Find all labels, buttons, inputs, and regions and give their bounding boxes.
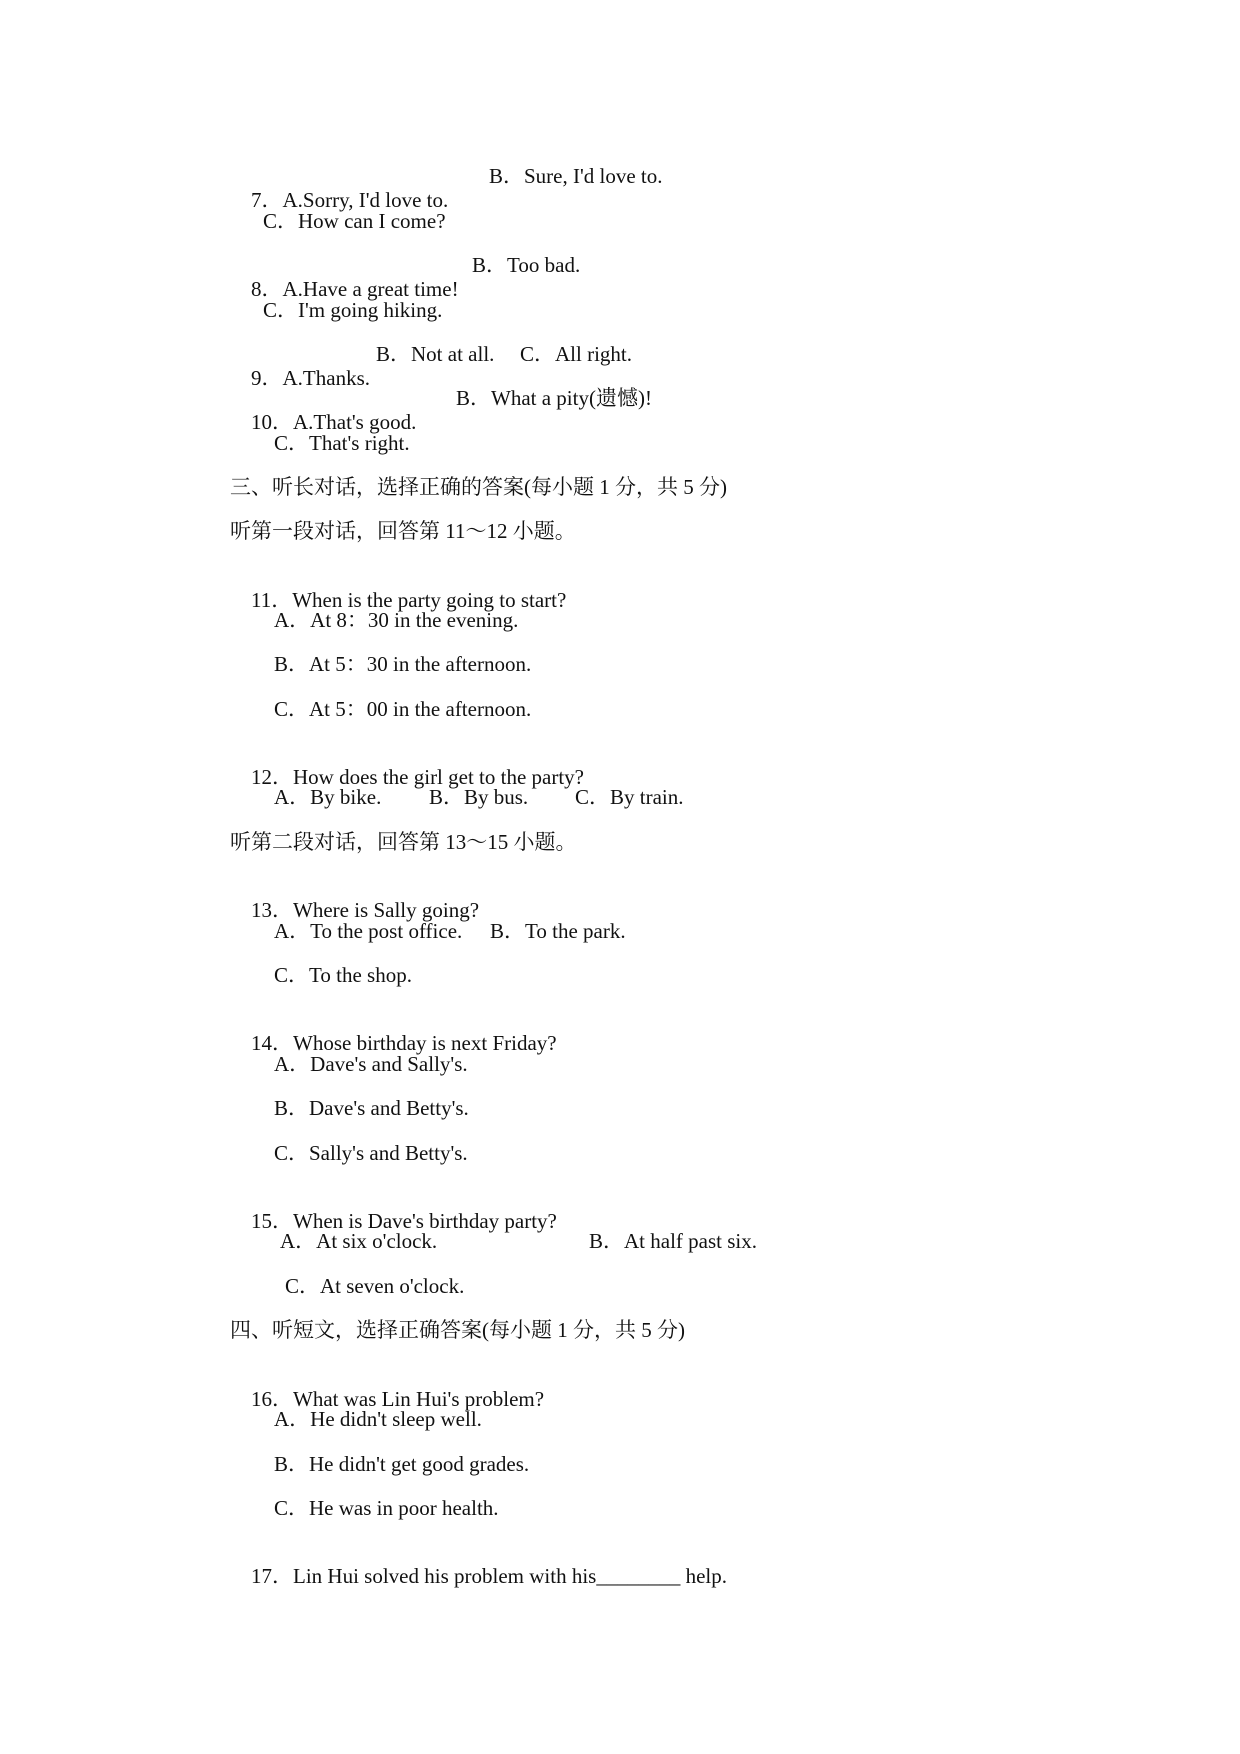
question-number: 9． [251, 366, 283, 390]
question-text: How does the girl get to the party? [293, 765, 585, 789]
question-number: 15． [251, 1209, 293, 1233]
option-a: A.That's good. [293, 410, 417, 434]
option-c: C．At 5：00 in the afternoon. [274, 697, 532, 721]
question-number: 17． [251, 1564, 293, 1588]
option-c: C．At seven o'clock. [285, 1274, 465, 1298]
option-b: B．At half past six. [589, 1229, 757, 1253]
option-a: A.Thanks. [282, 366, 370, 390]
dialogue-instruction: 听第一段对话，回答第 11～12 小题。 [230, 519, 576, 543]
question-number: 11． [251, 588, 293, 612]
question-number: 7． [251, 188, 283, 212]
question-text: What was Lin Hui's problem? [293, 1387, 545, 1411]
option-c: C．By train. [575, 785, 684, 809]
section-heading: 四、听短文，选择正确答案(每小题 1 分，共 5 分) [230, 1318, 685, 1342]
question-number: 14． [251, 1031, 293, 1055]
option-a: A．He didn't sleep well. [274, 1407, 482, 1431]
question-number: 8． [251, 277, 283, 301]
option-a: A．At 8：30 in the evening. [274, 608, 519, 632]
question-number: 16． [251, 1387, 293, 1411]
option-c: C．I'm going hiking. [263, 298, 443, 322]
question-text: Lin Hui solved his problem with his________ help. [293, 1564, 727, 1588]
option-b: B．What a pity(遗憾)! [456, 386, 652, 410]
option-c: C．How can I come? [263, 209, 446, 233]
question-number: 10． [251, 410, 293, 434]
option-c: C．All right. [520, 342, 633, 366]
dialogue-instruction: 听第二段对话，回答第 13～15 小题。 [230, 830, 577, 854]
option-c: C．Sally's and Betty's. [274, 1141, 468, 1165]
option-c: C．To the shop. [274, 963, 412, 987]
option-b: B．Sure, I'd love to. [489, 164, 663, 188]
option-b: B．Dave's and Betty's. [274, 1096, 469, 1120]
question-text: When is Dave's birthday party? [293, 1209, 557, 1233]
option-a: A.Have a great time! [282, 277, 459, 301]
option-a: A．By bike. [274, 785, 382, 809]
option-a: A．At six o'clock. [280, 1229, 438, 1253]
question-text: Where is Sally going? [293, 898, 480, 922]
option-b: B．To the park. [490, 919, 626, 943]
question-text: When is the party going to start? [292, 588, 567, 612]
question-number: 13． [251, 898, 293, 922]
option-a: A．To the post office. [274, 919, 463, 943]
option-b: B．Too bad. [472, 253, 581, 277]
option-a: A．Dave's and Sally's. [274, 1052, 468, 1076]
question-17-row [230, 1540, 727, 1612]
section-heading: 三、听长对话，选择正确的答案(每小题 1 分，共 5 分) [230, 475, 727, 499]
option-b: B．Not at all. [376, 342, 495, 366]
question-number: 12． [251, 765, 293, 789]
option-b: B．By bus. [429, 785, 529, 809]
option-b: B．At 5：30 in the afternoon. [274, 652, 532, 676]
option-c: C．He was in poor health. [274, 1496, 499, 1520]
question-text: Whose birthday is next Friday? [293, 1031, 557, 1055]
option-c: C．That's right. [274, 431, 410, 455]
option-b: B．He didn't get good grades. [274, 1452, 530, 1476]
option-a: A.Sorry, I'd love to. [282, 188, 449, 212]
